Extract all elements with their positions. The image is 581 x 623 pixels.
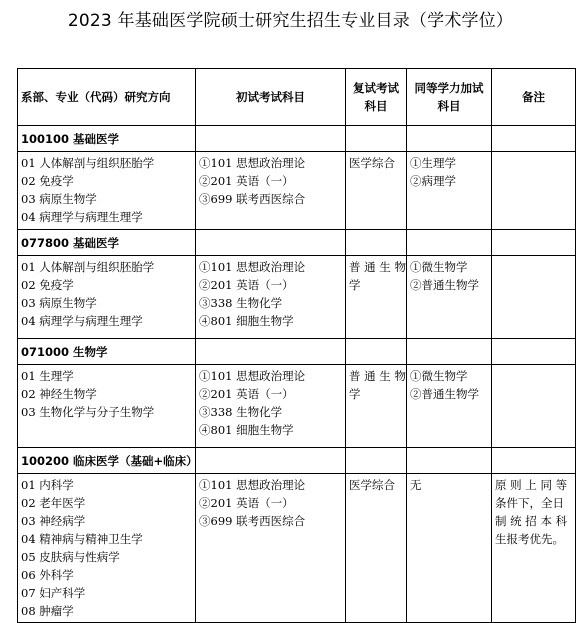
extra-line: ②病理学 — [410, 174, 456, 188]
directions-cell — [18, 152, 196, 230]
directions-line: 02 老年医学 — [21, 496, 86, 510]
exams-line: ③338 生物化学 — [199, 296, 283, 310]
exams-line: ②201 英语（一） — [199, 387, 294, 401]
exams-line: ①101 思想政治理论 — [199, 478, 306, 492]
directions-line: 03 病原生物学 — [21, 192, 97, 206]
extra-cell — [407, 474, 492, 623]
note-line: 制 统 招 本 科 — [495, 514, 568, 528]
directions-cell — [18, 365, 196, 448]
extra-cell — [407, 152, 492, 230]
empty-cell — [492, 339, 576, 365]
section-header-row — [18, 339, 576, 365]
retest-cell — [346, 474, 407, 623]
note-cell — [492, 474, 576, 623]
exams-line: ①101 思想政治理论 — [199, 369, 306, 383]
note-line: 原 则 上 同 等 — [495, 478, 568, 492]
empty-cell — [492, 230, 576, 256]
exams-line: ②201 英语（一） — [199, 174, 294, 188]
extra-line: ②普通生物学 — [410, 278, 479, 292]
page-title: 2023 年基础医学院硕士研究生招生专业目录（学术学位） — [67, 11, 514, 31]
section-title: 100100 基础医学 — [18, 126, 196, 152]
table-header-row — [18, 69, 576, 126]
retest-line: 医学综合 — [349, 156, 395, 170]
section-title: 100200 临床医学（基础+临床） — [18, 448, 196, 474]
empty-cell — [196, 339, 346, 365]
section-header-row — [18, 230, 576, 256]
empty-cell — [346, 448, 407, 474]
section-title: 077800 基础医学 — [18, 230, 196, 256]
extra-line: ①微生物学 — [410, 369, 468, 383]
empty-cell — [196, 126, 346, 152]
extra-line: ①生理学 — [410, 156, 456, 170]
empty-cell — [196, 448, 346, 474]
exams-line: ③338 生物化学 — [199, 405, 283, 419]
directions-line: 01 人体解剖与组织胚胎学 — [21, 260, 155, 274]
header-note: 备注 — [492, 69, 576, 126]
note-line: 条件下，全日 — [495, 496, 564, 510]
retest-line: 医学综合 — [349, 478, 395, 492]
exams-cell — [196, 474, 346, 623]
retest-cell — [346, 365, 407, 448]
exams-line: ②201 英语（一） — [199, 496, 294, 510]
empty-cell — [407, 230, 492, 256]
empty-cell — [492, 126, 576, 152]
directions-line: 04 病理学与病理生理学 — [21, 314, 143, 328]
directions-line: 06 外科学 — [21, 568, 74, 582]
section-header-row — [18, 126, 576, 152]
catalog-body — [18, 126, 576, 623]
header-direction: 系部、专业（代码）研究方向 — [18, 69, 196, 126]
empty-cell — [492, 448, 576, 474]
directions-line: 02 免疫学 — [21, 174, 74, 188]
directions-line: 02 神经生物学 — [21, 387, 97, 401]
extra-line: ①微生物学 — [410, 260, 468, 274]
directions-line: 03 生物化学与分子生物学 — [21, 405, 155, 419]
retest-line: 普 通 生 物 — [349, 260, 406, 274]
header-extra-line1: 同等学力加试 — [414, 81, 484, 95]
exams-line: ③699 联考西医综合 — [199, 192, 306, 206]
empty-cell — [407, 126, 492, 152]
exams-cell — [196, 256, 346, 339]
exams-line: ①101 思想政治理论 — [199, 156, 306, 170]
exams-line: ③699 联考西医综合 — [199, 514, 306, 528]
empty-cell — [407, 339, 492, 365]
empty-cell — [196, 230, 346, 256]
empty-cell — [346, 230, 407, 256]
directions-cell — [18, 474, 196, 623]
retest-cell — [346, 256, 407, 339]
program-catalog-table — [17, 68, 576, 623]
retest-line: 学 — [349, 278, 361, 292]
directions-line: 01 人体解剖与组织胚胎学 — [21, 156, 155, 170]
empty-cell — [407, 448, 492, 474]
exams-cell — [196, 152, 346, 230]
note-cell — [492, 152, 576, 230]
exams-line: ④801 细胞生物学 — [199, 314, 294, 328]
retest-line: 学 — [349, 387, 361, 401]
exams-cell — [196, 365, 346, 448]
exams-line: ④801 细胞生物学 — [199, 423, 294, 437]
directions-line: 05 皮肤病与性病学 — [21, 550, 120, 564]
directions-line: 03 病原生物学 — [21, 296, 97, 310]
header-retest-line2: 科目 — [364, 99, 388, 113]
empty-cell — [346, 126, 407, 152]
extra-cell — [407, 256, 492, 339]
section-detail-row — [18, 365, 576, 448]
section-detail-row — [18, 152, 576, 230]
directions-cell — [18, 256, 196, 339]
note-line: 生报考优先。 — [495, 532, 564, 546]
note-cell — [492, 365, 576, 448]
header-retest — [346, 69, 407, 126]
exams-line: ①101 思想政治理论 — [199, 260, 306, 274]
section-title: 071000 生物学 — [18, 339, 196, 365]
exams-line: ②201 英语（一） — [199, 278, 294, 292]
directions-line: 04 病理学与病理生理学 — [21, 210, 143, 224]
empty-cell — [346, 339, 407, 365]
section-detail-row — [18, 256, 576, 339]
directions-line: 01 生理学 — [21, 369, 74, 383]
retest-cell — [346, 152, 407, 230]
header-extra-line2: 科目 — [437, 99, 461, 113]
section-header-row — [18, 448, 576, 474]
header-extra — [407, 69, 492, 126]
directions-line: 02 免疫学 — [21, 278, 74, 292]
directions-line: 08 肿瘤学 — [21, 604, 74, 618]
directions-line: 07 妇产科学 — [21, 586, 86, 600]
directions-line: 01 内科学 — [21, 478, 74, 492]
note-cell — [492, 256, 576, 339]
directions-line: 04 精神病与精神卫生学 — [21, 532, 143, 546]
extra-cell — [407, 365, 492, 448]
retest-line: 普 通 生 物 — [349, 369, 406, 383]
extra-line: ②普通生物学 — [410, 387, 479, 401]
header-exam: 初试考试科目 — [196, 69, 346, 126]
header-retest-line1: 复试考试 — [353, 81, 399, 95]
section-detail-row — [18, 474, 576, 623]
directions-line: 03 神经病学 — [21, 514, 86, 528]
extra-line: 无 — [410, 478, 422, 492]
